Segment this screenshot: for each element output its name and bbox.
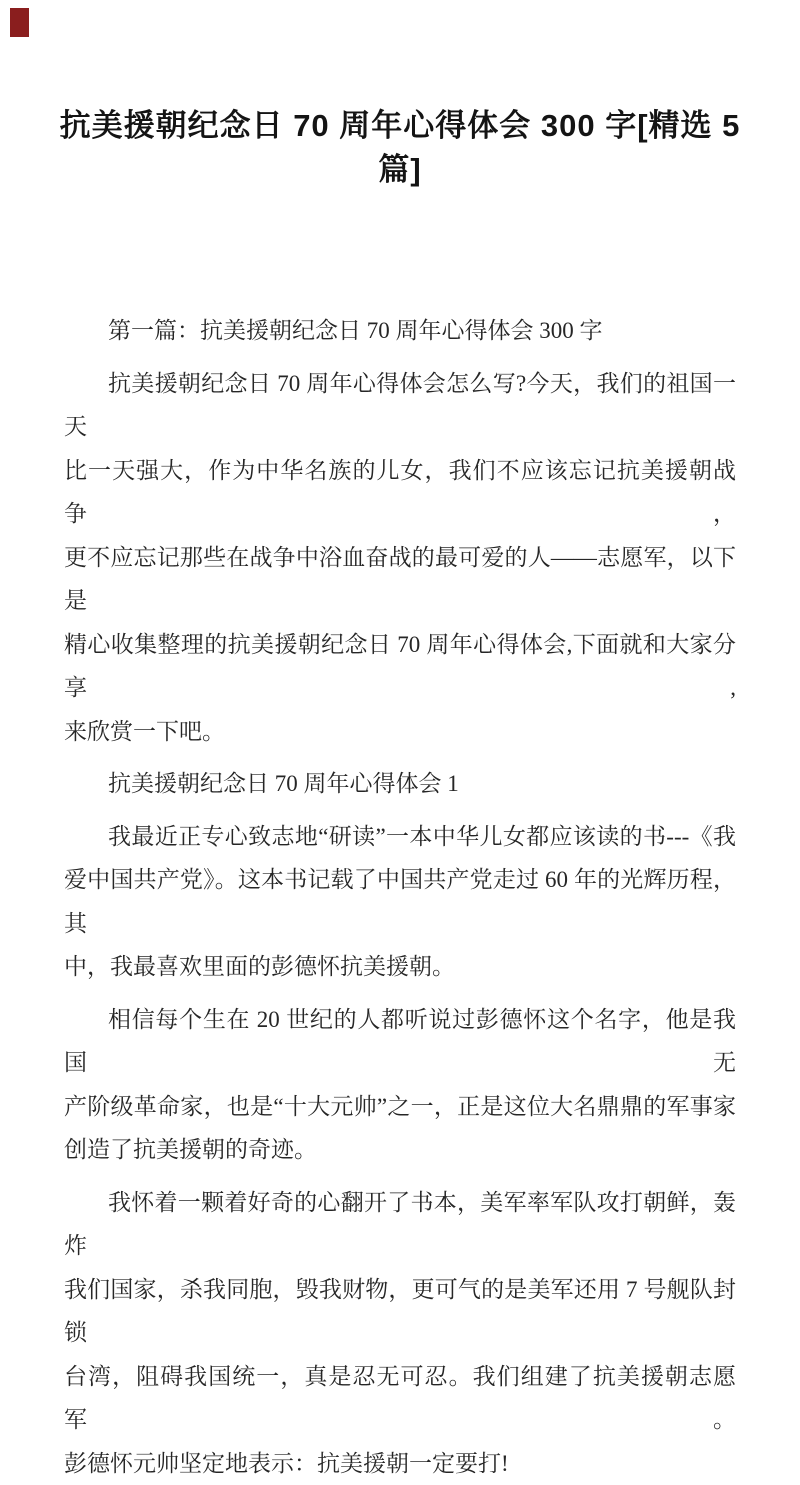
text-line: 产阶级革命家，也是“十大元帅”之一，正是这位大名鼎鼎的军事家 — [64, 1085, 736, 1129]
text-line: 比一天强大，作为中华名族的儿女，我们不应该忘记抗美援朝战争， — [64, 449, 736, 536]
body-paragraph — [64, 362, 736, 754]
text-line: 更不应忘记那些在战争中浴血奋战的最可爱的人――志愿军，以下是 — [64, 536, 736, 623]
text-line: 彭德怀元帅坚定地表示：抗美援朝一定要打! — [64, 1442, 736, 1485]
text-line: 创造了抗美援朝的奇迹。 — [64, 1128, 736, 1172]
text-line: 相信每个生在 20 世纪的人都听说过彭德怀这个名字，他是我国无 — [64, 998, 736, 1085]
text-line: 精心收集整理的抗美援朝纪念日 70 周年心得体会,下面就和大家分享, — [64, 623, 736, 710]
text-line: 第一篇：抗美援朝纪念日 70 周年心得体会 300 字 — [64, 309, 736, 353]
text-line: 中，我最喜欢里面的彭德怀抗美援朝。 — [64, 945, 736, 989]
text-line: 来欣赏一下吧。 — [64, 710, 736, 754]
body-paragraph — [64, 998, 736, 1172]
text-line: 我们国家，杀我同胞，毁我财物，更可气的是美军还用 7 号舰队封锁 — [64, 1268, 736, 1355]
text-line: 我最近正专心致志地“研读”一本中华儿女都应该读的书---《我 — [64, 815, 736, 859]
red-bookmark-marker — [10, 8, 29, 37]
text-line: 台湾，阻碍我国统一，真是忍无可忍。我们组建了抗美援朝志愿军。 — [64, 1355, 736, 1442]
document-body — [64, 309, 736, 1485]
document-title: 抗美援朝纪念日 70 周年心得体会 300 字[精选 5 篇] — [0, 0, 800, 192]
section-label-paragraph — [64, 762, 736, 806]
body-paragraph — [64, 1181, 736, 1485]
section-label-paragraph — [64, 309, 736, 353]
body-paragraph — [64, 815, 736, 989]
text-line: 抗美援朝纪念日 70 周年心得体会 1 — [64, 762, 736, 806]
text-line: 我怀着一颗着好奇的心翻开了书本，美军率军队攻打朝鲜，轰炸 — [64, 1181, 736, 1268]
text-line: 抗美援朝纪念日 70 周年心得体会怎么写?今天，我们的祖国一天 — [64, 362, 736, 449]
text-line: 爱中国共产党》。这本书记载了中国共产党走过 60 年的光辉历程，其 — [64, 858, 736, 945]
